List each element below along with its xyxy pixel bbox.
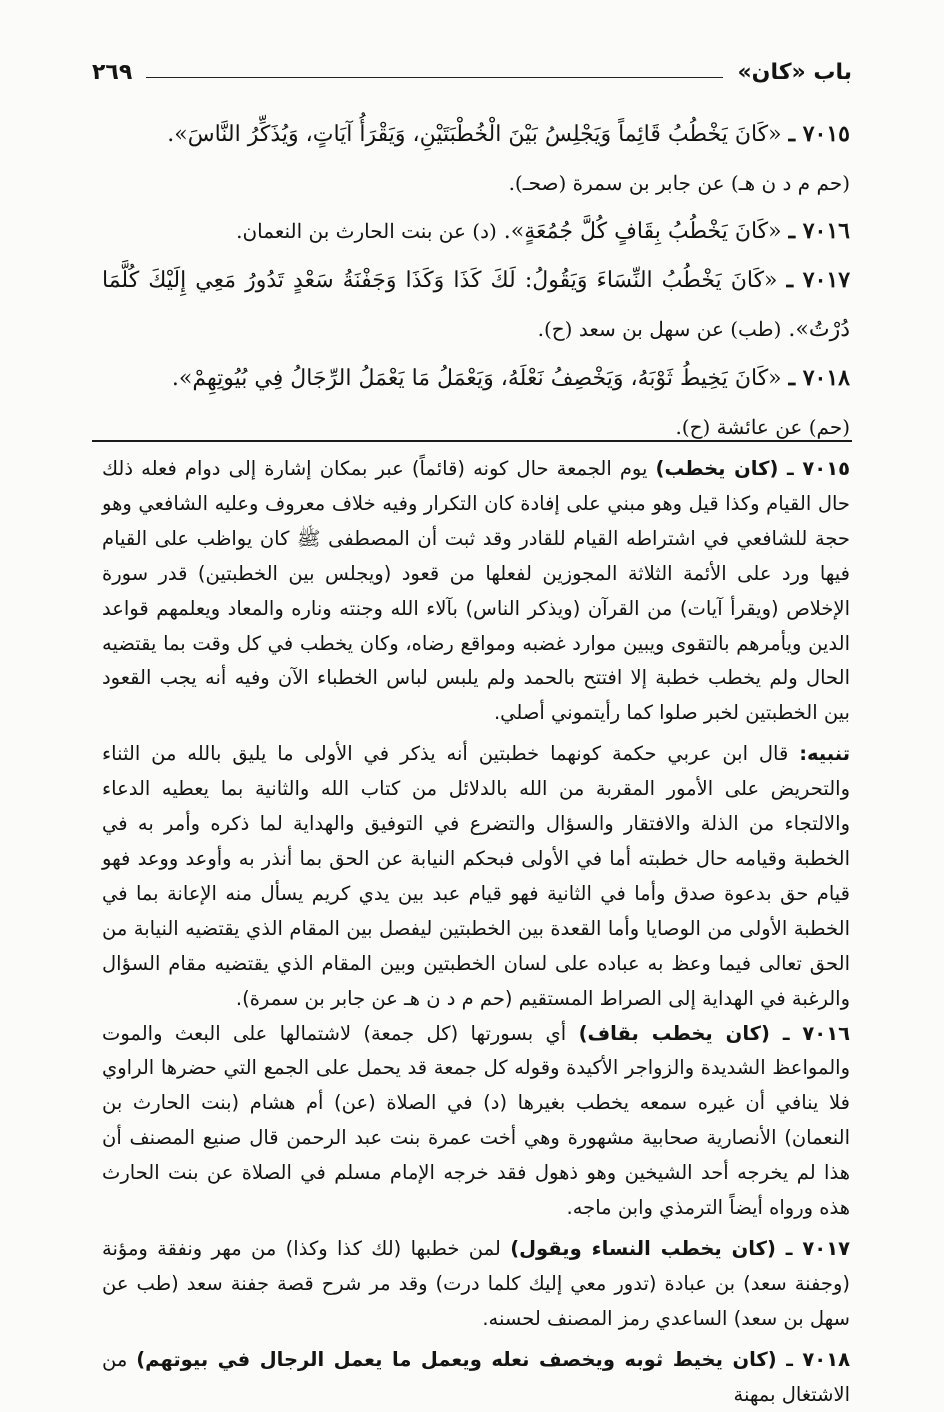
commentary-text: لمن خطبها (لك كذا وكذا) من مهر ونفقة ومؤنة (وجفنة سعد) بن عبادة (تدور معي إليك كلما درت) وقد مر شرح قصة جفنة سعد (طب عن سهل بن سعد) الساعدي رمز المصنف لحسنه. [102, 1236, 850, 1330]
hadith-source: (حم م د ن هـ) عن جابر بن سمرة (صحـ). [508, 171, 850, 195]
hadith-source: (حم) عن عائشة (ح). [675, 415, 850, 439]
hadith-number: ٧٠١٧ ـ [786, 267, 851, 293]
commentary-paragraph [102, 1343, 850, 1412]
commentary-lead: ٧٠١٥ ـ (كان يخطب) [655, 457, 850, 480]
hadith-text: «كَانَ يَخِيطُ ثَوْبَهُ، وَيَخْصِفُ نَعْلَهُ، وَيَعْمَلُ مَا يَعْمَلُ الرِّجَالُ فِي بُيُوتِهِمْ». [171, 366, 782, 391]
commentary-text: يوم الجمعة حال كونه (قائماً) عبر بمكان إشارة إلى دوام فعله ذلك حال القيام وكذا قيل وهو مبني على إفادة كان التكرار وفيه خلاف معروف وعليه الشافعي وهو حجة للشافعي في اشتراطه القيام للقادر وقد ثبت أن المصطفى ﷺ كان يواظب على القيام فيها ورد على الأئمة الثلاثة المجوزين لفعلها من قعود (ويجلس بين الخطبتين) قدر سورة الإخلاص (ويقرأ آيات) من القرآن (ويذكر الناس) بآلاء الله وجنته وناره والمعاد ويعلمهم قواعد الدين ويأمرهم بالتقوى ويبين موارد غضبه ومواقع رضاه، وكان يخطب في كل وقت بما يقتضيه الحال ولم يخطب خطبة إلا افتتح بالحمد ولم يلبس لباس الخطباء الآن وفيه أنه يجب القعود بين الخطبتين لخبر صلوا كما رأيتموني أصلي. [102, 457, 850, 725]
commentary-paragraph [102, 1232, 850, 1337]
commentary-lead: تنبيه: [799, 742, 851, 766]
hadith-number: ٧٠١٦ ـ [788, 218, 850, 244]
section-divider [92, 440, 852, 442]
page-number: ٢٦٩ [92, 59, 133, 85]
commentary-section [102, 452, 850, 1412]
commentary-paragraph [102, 452, 850, 731]
commentary-paragraph [102, 737, 850, 1016]
hadith-text: «كَانَ يَخْطُبُ بِقَافٍ كُلَّ جُمُعَةٍ». [503, 219, 782, 244]
hadith-entry [102, 207, 850, 256]
hadith-section [102, 110, 850, 451]
page-header [92, 56, 852, 88]
hadith-text: «كَانَ يَخْطُبُ النِّسَاءَ وَيَقُولُ: لَكَ كَذَا وَكَذَا وَجَفْنَةُ سَعْدٍ تَدُورُ مَعِي إِلَيْكَ كُلَّمَا دُرْتُ». [102, 268, 850, 342]
hadith-source: (طب) عن سهل بن سعد (ح). [537, 317, 782, 341]
commentary-text: من الاشتغال بمهنة [102, 1347, 850, 1406]
commentary-text: أي بسورتها (كل جمعة) لاشتمالها على البعث والموت والمواعظ الشديدة والزواجر الأكيدة وقوله كل جمعة قد يحمل على الجمع التي حضرها الراوي فلا ينافي أن غيره سمعه يخطب بغيرها (د) في الصلاة (عن) أم هشام (بنت الحارث بن النعمان) الأنصارية صحابية مشهورة وهي أخت عمرة بنت عبد الرحمن قال صنيع المصنف أن هذا لم يخرجه أحد الشيخين وهو ذهول فقد خرجه الإمام مسلم في الصلاة عن بنت الحارث هذه ورواه أيضاً الترمذي وابن ماجه. [102, 1021, 850, 1220]
commentary-lead: ٧٠١٦ ـ (كان يخطب بقاف) [578, 1021, 851, 1045]
commentary-lead: ٧٠١٧ ـ (كان يخطب النساء ويقول) [510, 1236, 850, 1260]
hadith-text: «كَانَ يَخْطُبُ قَائِماً وَيَجْلِسُ بَيْنَ الْخُطْبَتَيْنِ، وَيَقْرَأُ آيَاتٍ، وَيُذَكِّرُ النَّاسَ». [167, 122, 782, 147]
header-rule [146, 77, 723, 78]
hadith-entry [102, 354, 850, 403]
hadith-source: (د) عن بنت الحارث بن النعمان. [236, 219, 497, 243]
hadith-entry [102, 110, 850, 159]
hadith-number: ٧٠١٥ ـ [788, 121, 850, 147]
commentary-paragraph [102, 1017, 850, 1226]
hadith-number: ٧٠١٨ ـ [788, 365, 850, 391]
hadith-entry [102, 256, 850, 354]
commentary-text: قال ابن عربي حكمة كونهما خطبتين أنه يذكر في الأولى ما يليق بالله من الثناء والتحريض على الأمور المقربة من الله بالدلائل من كتاب الله والثانية بما يعطيه الدعاء والالتجاء من الذلة والافتقار والسؤال والتضرع في التوفيق والهداية لما ذكره وأمر به في الخطبة وقيامه حال خطبته أما في الأولى فبحكم النيابة عن الحق بما أنذر به وأوعد ووعد فهو قيام حق بدعوة صدق وأما في الثانية فهو قيام عبد بين يدي كريم يسأل منه الإعانة بما في الخطبة الأولى من الوصايا وأما القعدة بين الخطبتين ليفصل بين المقام الذي يقتضيه النيابة من الحق تعالى فيما وعظ به عباده على لسان الخطبتين وبين المقام الذي يقتضيه مقام السؤال والرغبة في الهداية إلى الصراط المستقيم (حم م د ن هـ عن جابر بن سمرة). [102, 742, 850, 1010]
chapter-title: باب «كان» [737, 59, 852, 85]
commentary-lead: ٧٠١٨ ـ (كان يخيط ثوبه ويخصف نعله ويعمل ما يعمل الرجال في بيوتهم) [136, 1347, 851, 1371]
